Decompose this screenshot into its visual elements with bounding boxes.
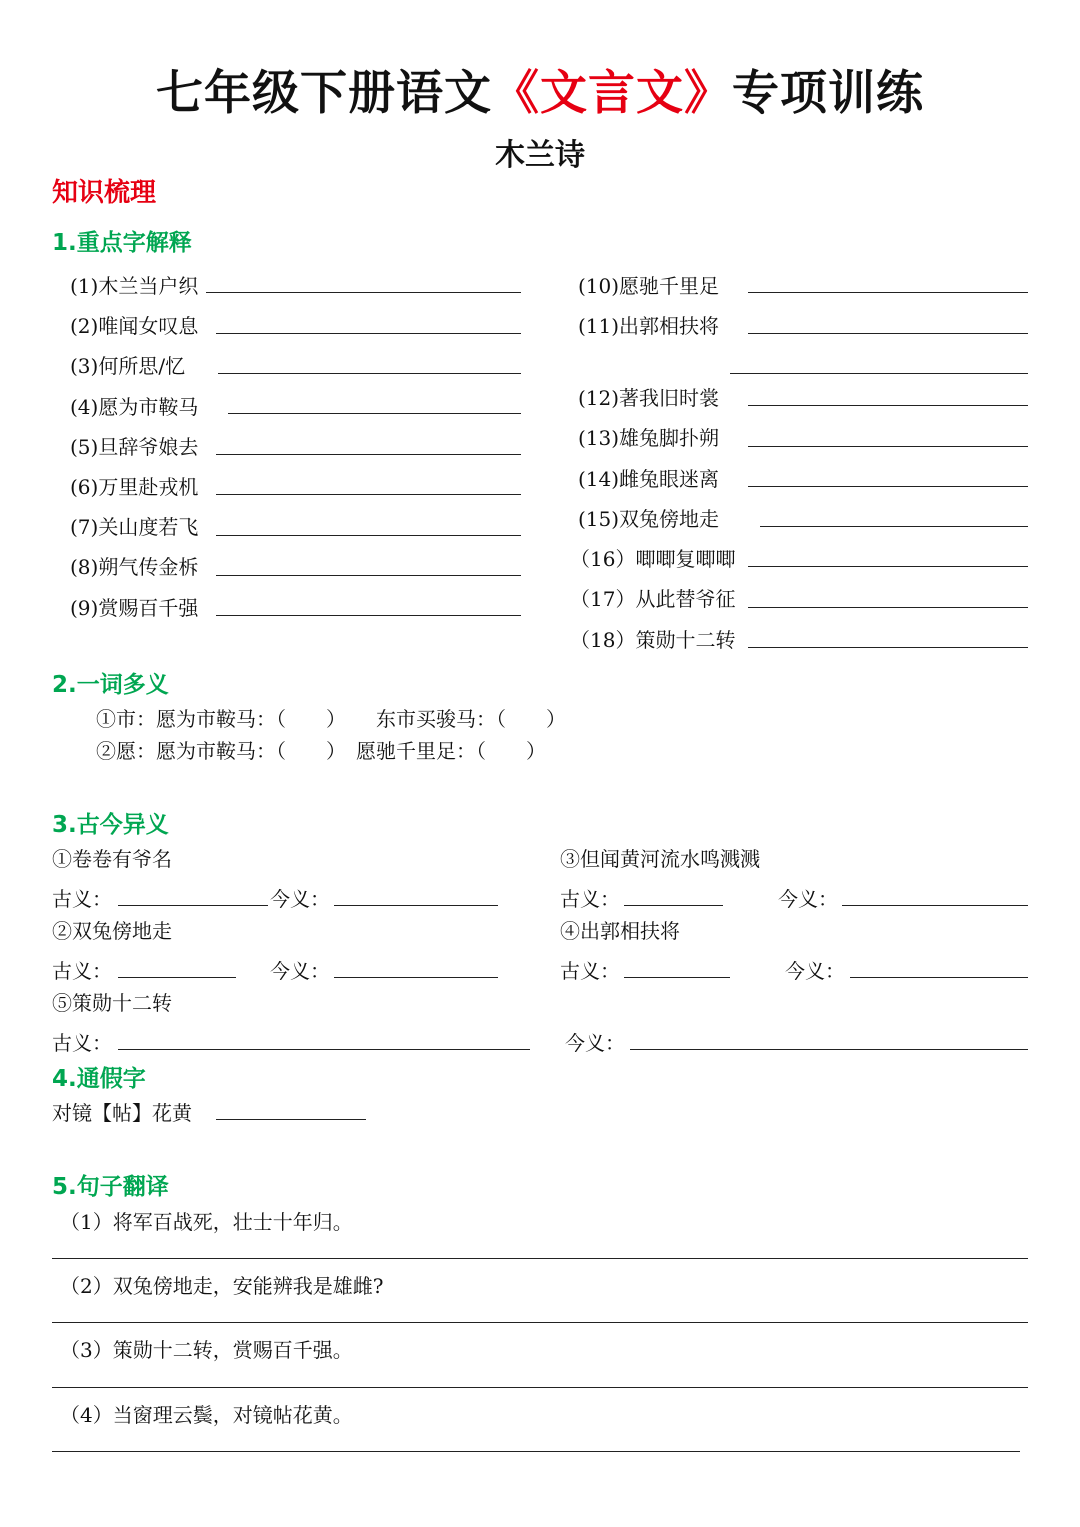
- translation-item: （4）当窗理云鬓，对镜帖花黄。: [60, 1403, 353, 1427]
- answer-line[interactable]: [216, 535, 521, 536]
- section3-heading: 3.古今异义: [52, 812, 169, 838]
- jin-label: 今义：: [785, 959, 845, 983]
- translation-item: （2）双兔傍地走，安能辨我是雄雌?: [60, 1274, 384, 1298]
- answer-line[interactable]: [748, 486, 1028, 487]
- answer-line[interactable]: [52, 1451, 1020, 1452]
- answer-line[interactable]: [748, 607, 1028, 608]
- gu-label: 古义：: [560, 959, 620, 983]
- answer-line[interactable]: [216, 575, 521, 576]
- answer-line[interactable]: [216, 494, 521, 495]
- loan-character-item: 对镜【帖】花黄: [52, 1101, 192, 1125]
- page-title: [0, 56, 1080, 123]
- keyword-item: （18）策勋十二转: [570, 628, 736, 652]
- title-text-end: 专项训练: [732, 66, 924, 121]
- answer-line[interactable]: [118, 977, 236, 978]
- answer-line[interactable]: [334, 977, 498, 978]
- gu-label: 古义：: [52, 887, 112, 911]
- title-text-start: 七年级下册语文: [156, 66, 492, 121]
- title-highlight: 《文言文》: [492, 66, 732, 121]
- keyword-item: (1)木兰当户织: [70, 274, 199, 298]
- answer-line[interactable]: [218, 373, 521, 374]
- keyword-item: (7)关山度若飞: [70, 515, 199, 539]
- keyword-item: (6)万里赴戎机: [70, 475, 199, 499]
- section4-heading: 4.通假字: [52, 1066, 146, 1092]
- answer-line[interactable]: [118, 1049, 530, 1050]
- answer-line[interactable]: [206, 292, 521, 293]
- answer-line[interactable]: [624, 905, 723, 906]
- answer-line[interactable]: [216, 454, 521, 455]
- keyword-item: (13)雄兔脚扑朔: [578, 426, 720, 450]
- answer-line[interactable]: [850, 977, 1028, 978]
- ancient-modern-item: ④出郭相扶将: [560, 919, 680, 943]
- answer-line[interactable]: [748, 566, 1028, 567]
- ancient-modern-item: ⑤策勋十二转: [52, 991, 172, 1015]
- gu-label: 古义：: [560, 887, 620, 911]
- ancient-modern-item: ②双兔傍地走: [52, 919, 172, 943]
- jin-label: 今义：: [270, 887, 330, 911]
- answer-line[interactable]: [52, 1258, 1028, 1259]
- answer-line[interactable]: [624, 977, 730, 978]
- answer-line[interactable]: [748, 333, 1028, 334]
- keyword-item: （17）从此替爷征: [570, 587, 736, 611]
- polysemy-line: ②愿：愿为市鞍马：（ ） 愿驰千里足：（ ）: [96, 739, 546, 763]
- polysemy-line: ①市：愿为市鞍马：（ ） 东市买骏马：（ ）: [96, 707, 566, 731]
- jin-label: 今义：: [270, 959, 330, 983]
- keyword-item: (10)愿驰千里足: [578, 274, 720, 298]
- keyword-item: (9)赏赐百千强: [70, 596, 199, 620]
- keyword-item: (14)雌兔眼迷离: [578, 467, 720, 491]
- answer-line[interactable]: [748, 647, 1028, 648]
- answer-line[interactable]: [216, 615, 521, 616]
- answer-line[interactable]: [760, 526, 1028, 527]
- translation-item: （1）将军百战死，壮士十年归。: [60, 1210, 353, 1234]
- section2-heading: 2.一词多义: [52, 672, 169, 698]
- keyword-item: (3)何所思/忆: [70, 354, 186, 378]
- answer-line[interactable]: [118, 905, 268, 906]
- answer-line[interactable]: [748, 405, 1028, 406]
- section1-heading: 1.重点字解释: [52, 230, 192, 256]
- answer-line[interactable]: [842, 905, 1028, 906]
- answer-line[interactable]: [216, 333, 521, 334]
- answer-line[interactable]: [52, 1387, 1028, 1388]
- gu-label: 古义：: [52, 1031, 112, 1055]
- ancient-modern-item: ①卷卷有爷名: [52, 847, 172, 871]
- section5-heading: 5.句子翻译: [52, 1174, 169, 1200]
- keyword-item: (4)愿为市鞍马: [70, 395, 199, 419]
- keyword-item: (12)著我旧时裳: [578, 386, 720, 410]
- keyword-item: （16）唧唧复唧唧: [570, 547, 736, 571]
- answer-line[interactable]: [730, 373, 1028, 374]
- answer-line[interactable]: [216, 1119, 366, 1120]
- page-subtitle: 木兰诗: [495, 138, 585, 173]
- keyword-item: (11)出郭相扶将: [578, 314, 720, 338]
- keyword-item: (2)唯闻女叹息: [70, 314, 199, 338]
- translation-item: （3）策勋十二转，赏赐百千强。: [60, 1338, 353, 1362]
- knowledge-heading: 知识梳理: [52, 178, 157, 208]
- gu-label: 古义：: [52, 959, 112, 983]
- answer-line[interactable]: [748, 292, 1028, 293]
- jin-label: 今义：: [565, 1031, 625, 1055]
- keyword-item: (8)朔气传金柝: [70, 555, 199, 579]
- answer-line[interactable]: [748, 446, 1028, 447]
- keyword-item: (5)旦辞爷娘去: [70, 435, 199, 459]
- jin-label: 今义：: [778, 887, 838, 911]
- ancient-modern-item: ③但闻黄河流水鸣溅溅: [560, 847, 760, 871]
- answer-line[interactable]: [228, 413, 521, 414]
- answer-line[interactable]: [334, 905, 498, 906]
- answer-line[interactable]: [630, 1049, 1028, 1050]
- keyword-item: (15)双兔傍地走: [578, 507, 720, 531]
- answer-line[interactable]: [52, 1322, 1028, 1323]
